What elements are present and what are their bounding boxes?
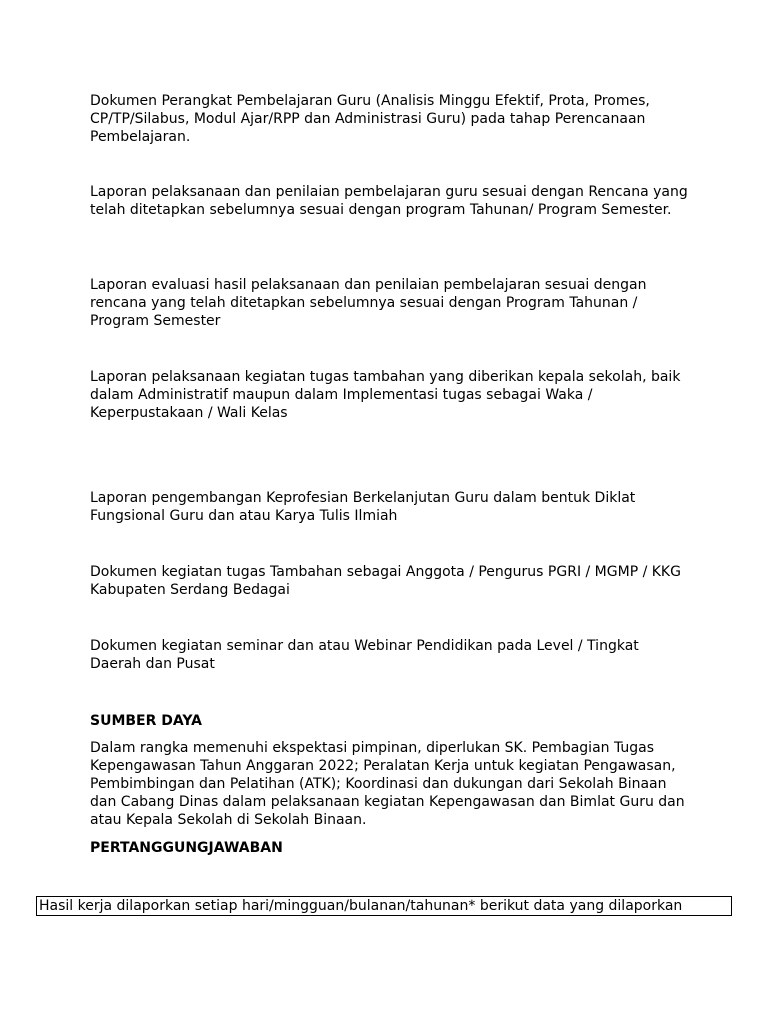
output-item: Laporan pelaksanaan dan penilaian pembelajaran guru sesuai dengan Rencana yang telah ditetapkan sebelumnya sesuai dengan program Tahunan/ Program Semester. — [90, 184, 688, 218]
output-item: Laporan evaluasi hasil pelaksanaan dan penilaian pembelajaran sesuai dengan rencana yang telah ditetapkan sebelumnya sesuai dengan Program Tahunan / Program Semester — [90, 277, 647, 329]
output-item: Dokumen Perangkat Pembelajaran Guru (Analisis Minggu Efektif, Prota, Promes, CP/TP/Silabus, Modul Ajar/RPP dan Administrasi Guru) pada tahap Perencanaan Pembelajaran. — [90, 93, 650, 145]
output-item: Laporan pelaksanaan kegiatan tugas tambahan yang diberikan kepala sekolah, baik dalam Administratif maupun dalam Implementasi tugas sebagai Waka / Keperpustakaan / Wali Kelas — [90, 369, 681, 421]
section-heading-pertanggungjawaban: PERTANGGUNGJAWABAN — [90, 840, 283, 856]
section-heading-sumber-daya: SUMBER DAYA — [90, 713, 203, 729]
output-item: Dokumen kegiatan seminar dan atau Webinar Pendidikan pada Level / Tingkat Daerah dan Pusat — [90, 638, 639, 672]
output-item: Dokumen kegiatan tugas Tambahan sebagai Anggota / Pengurus PGRI / MGMP / KKG Kabupaten Serdang Bedagai — [90, 564, 681, 598]
reporting-table-cell: Hasil kerja dilaporkan setiap hari/mingguan/bulanan/tahunan* berikut data yang dilaporkan — [36, 896, 732, 916]
output-item: Laporan pengembangan Keprofesian Berkelanjutan Guru dalam bentuk Diklat Fungsional Guru dan atau Karya Tulis Ilmiah — [90, 490, 636, 524]
sumber-daya-text: Dalam rangka memenuhi ekspektasi pimpinan, diperlukan SK. Pembagian Tugas Kepengawasan Tahun Anggaran 2022; Peralatan Kerja untuk kegiatan Pengawasan, Pembimbingan dan Pelatihan (ATK); Koordinasi dan dukungan dari Sekolah Binaan dan Cabang Dinas dalam pelaksanaan kegiatan Kepengawasan dan Bimlat Guru dan atau Kepala Sekolah di Sekolah Binaan. — [90, 740, 685, 828]
